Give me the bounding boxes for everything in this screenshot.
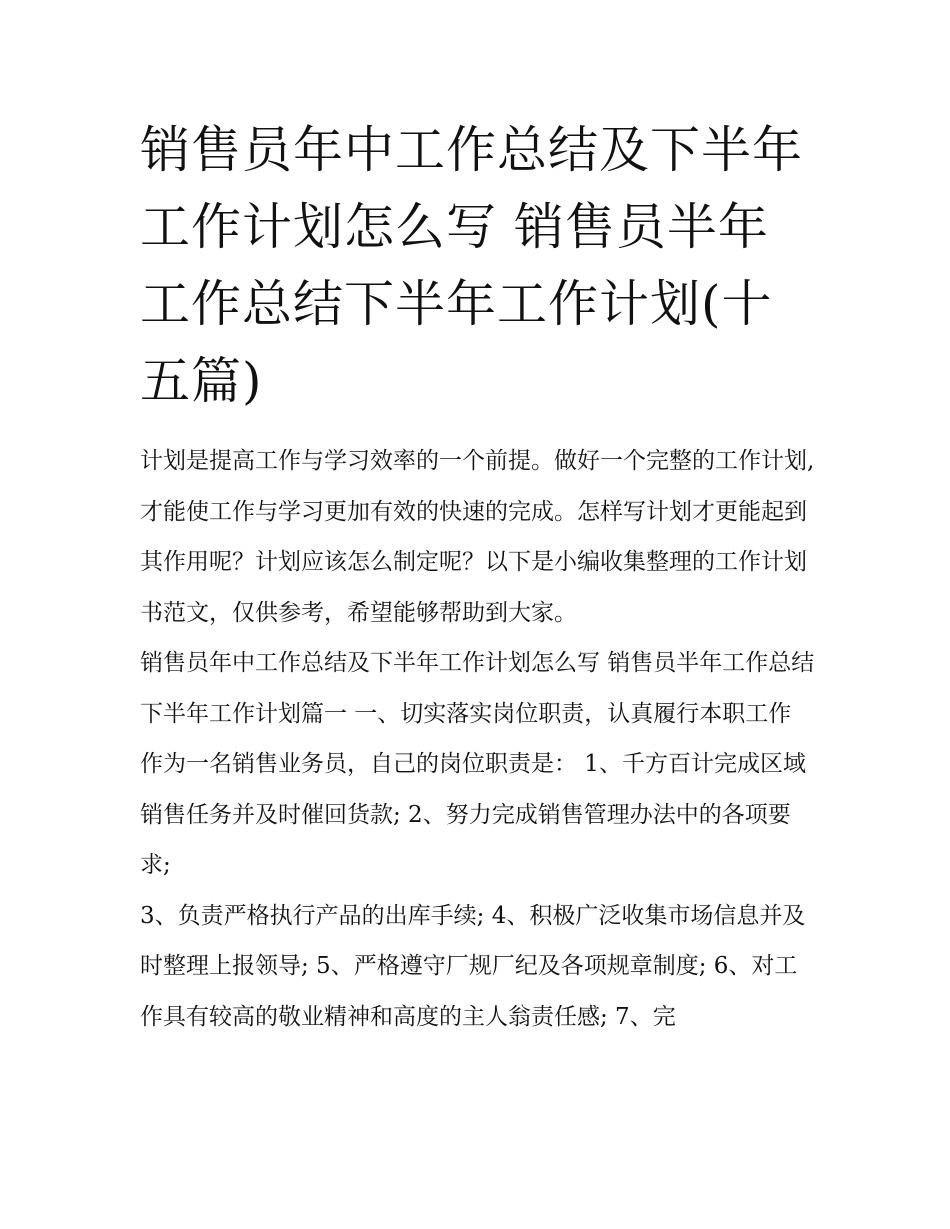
paragraph-intro: 计划是提高工作与学习效率的一个前提。做好一个完整的工作计划,才能使工作与学习更加有效的快速的完成。怎样写计划才更能起到其作用呢？计划应该怎么制定呢？以下是小编收集整理的工作计划书范文，仅供参考，希望能够帮助到大家。: [140, 448, 815, 626]
document-page: [140, 112, 815, 1042]
paragraph-duties-continued: 3、负责严格执行产品的出库手续; 4、积极广泛收集市场信息并及时整理上报领导; 5、严格遵守厂规厂纪及各项规章制度; 6、对工作具有较高的敬业精神和高度的主人翁责任感; 7、完: [140, 902, 806, 1030]
paragraph-duties: 作为一名销售业务员，自己的岗位职责是： 1、千方百计完成区域销售任务并及时催回货款; 2、努力完成销售管理办法中的各项要求;: [140, 751, 806, 878]
paragraph-heading: 销售员年中工作总结及下半年工作计划怎么写 销售员半年工作总结下半年工作计划篇一 一、切实落实岗位职责，认真履行本职工作: [140, 650, 815, 727]
document-body: [140, 436, 815, 1042]
document-title: 销售员年中工作总结及下半年工作计划怎么写 销售员半年工作总结下半年工作计划(十五篇): [140, 121, 803, 410]
